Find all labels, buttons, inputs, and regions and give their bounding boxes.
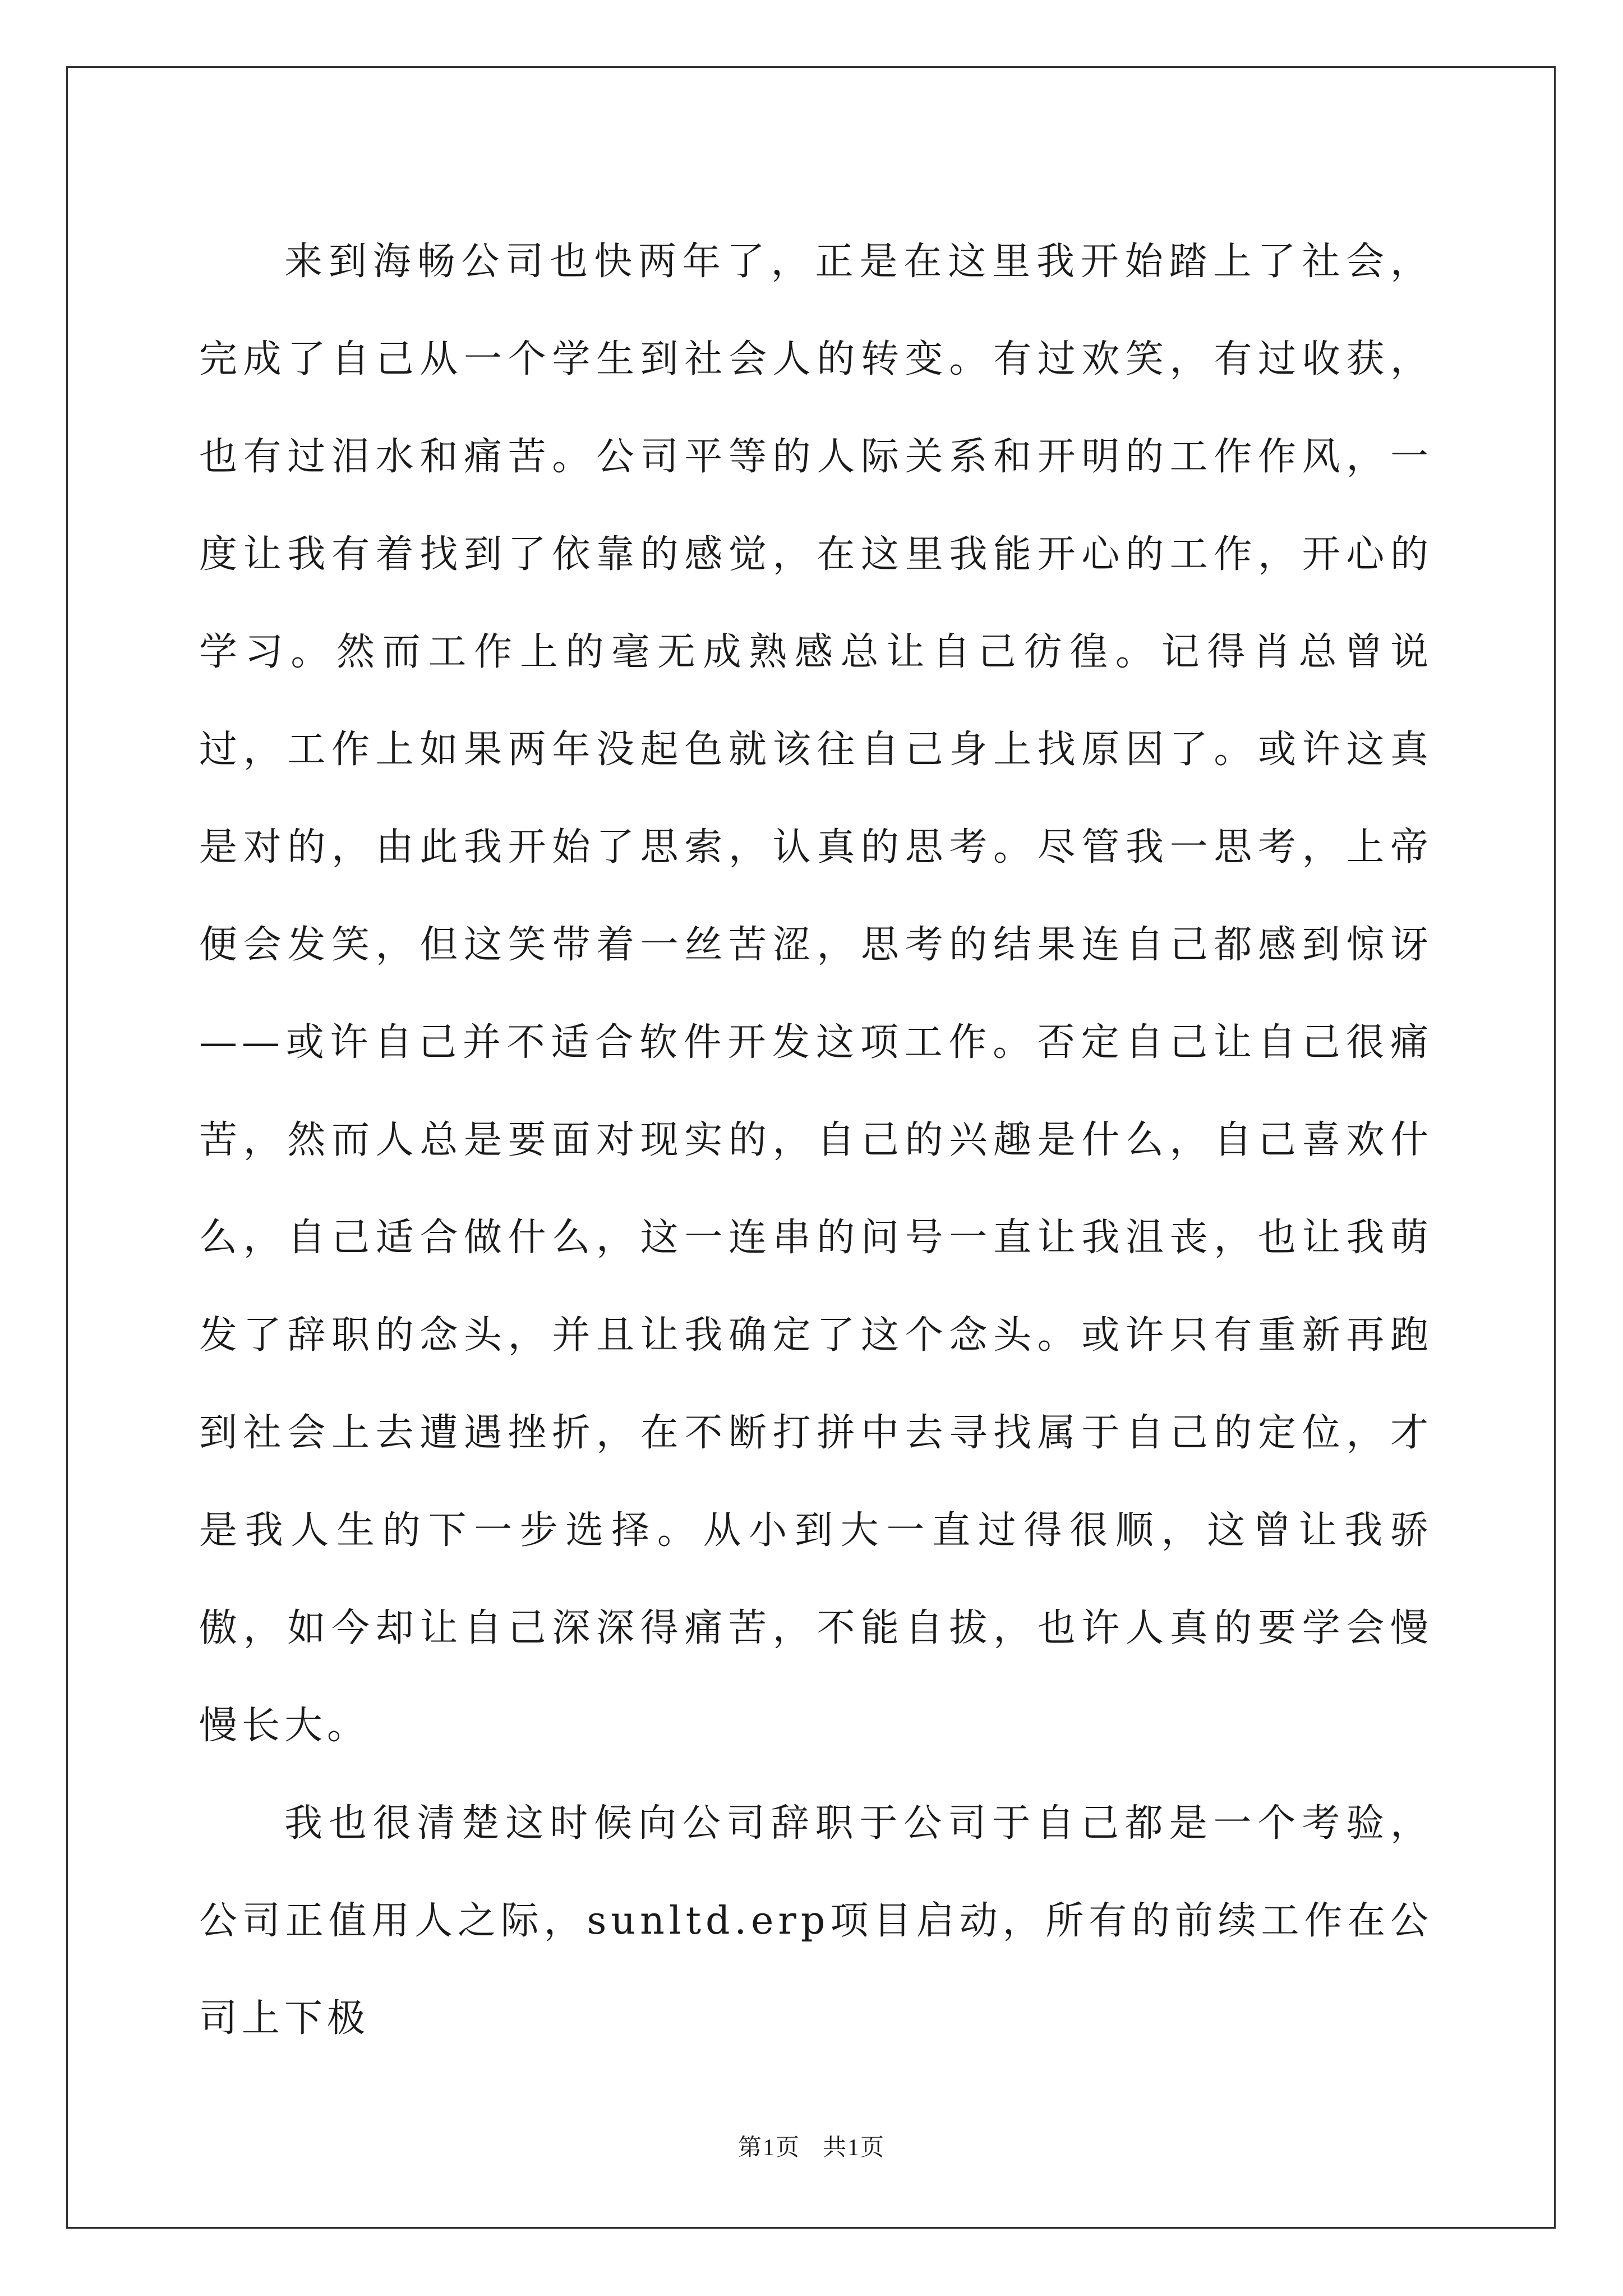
- page-number: 第1页: [737, 2135, 800, 2161]
- page-total: 共1页: [823, 2135, 886, 2161]
- paragraph-1: 来到海畅公司也快两年了，正是在这里我开始踏上了社会，完成了自己从一个学生到社会人的转变。有过欢笑，有过收获，也有过泪水和痛苦。公司平等的人际关系和开明的工作作风，一度让我有着找到了依靠的感觉，在这里我能开心的工作，开心的学习。然而工作上的毫无成熟感总让自己彷徨。记得肖总曾说过，工作上如果两年没起色就该往自己身上找原因了。或许这真是对的，由此我开始了思索，认真的思考。尽管我一思考，上帝便会发笑，但这笑带着一丝苦涩，思考的结果连自己都感到惊讶——或许自己并不适合软件开发这项工作。否定自己让自己很痛苦，然而人总是要面对现实的，自己的兴趣是什么，自己喜欢什么，自己适合做什么，这一连串的问号一直让我沮丧，也让我萌发了辞职的念头，并且让我确定了这个念头。或许只有重新再跑到社会上去遭遇挫折，在不断打拼中去寻找属于自己的定位，才是我人生的下一步选择。从小到大一直过得很顺，这曾让我骄傲，如今却让自己深深得痛苦，不能自拔，也许人真的要学会慢慢长大。: [199, 240, 1433, 1748]
- paragraph-2: 我也很清楚这时候向公司辞职于公司于自己都是一个考验，公司正值用人之际，sunltd.erp项目启动，所有的前续工作在公司上下极: [199, 1801, 1433, 2041]
- page-footer: [0, 2129, 1623, 2162]
- document-body: [199, 213, 1433, 2068]
